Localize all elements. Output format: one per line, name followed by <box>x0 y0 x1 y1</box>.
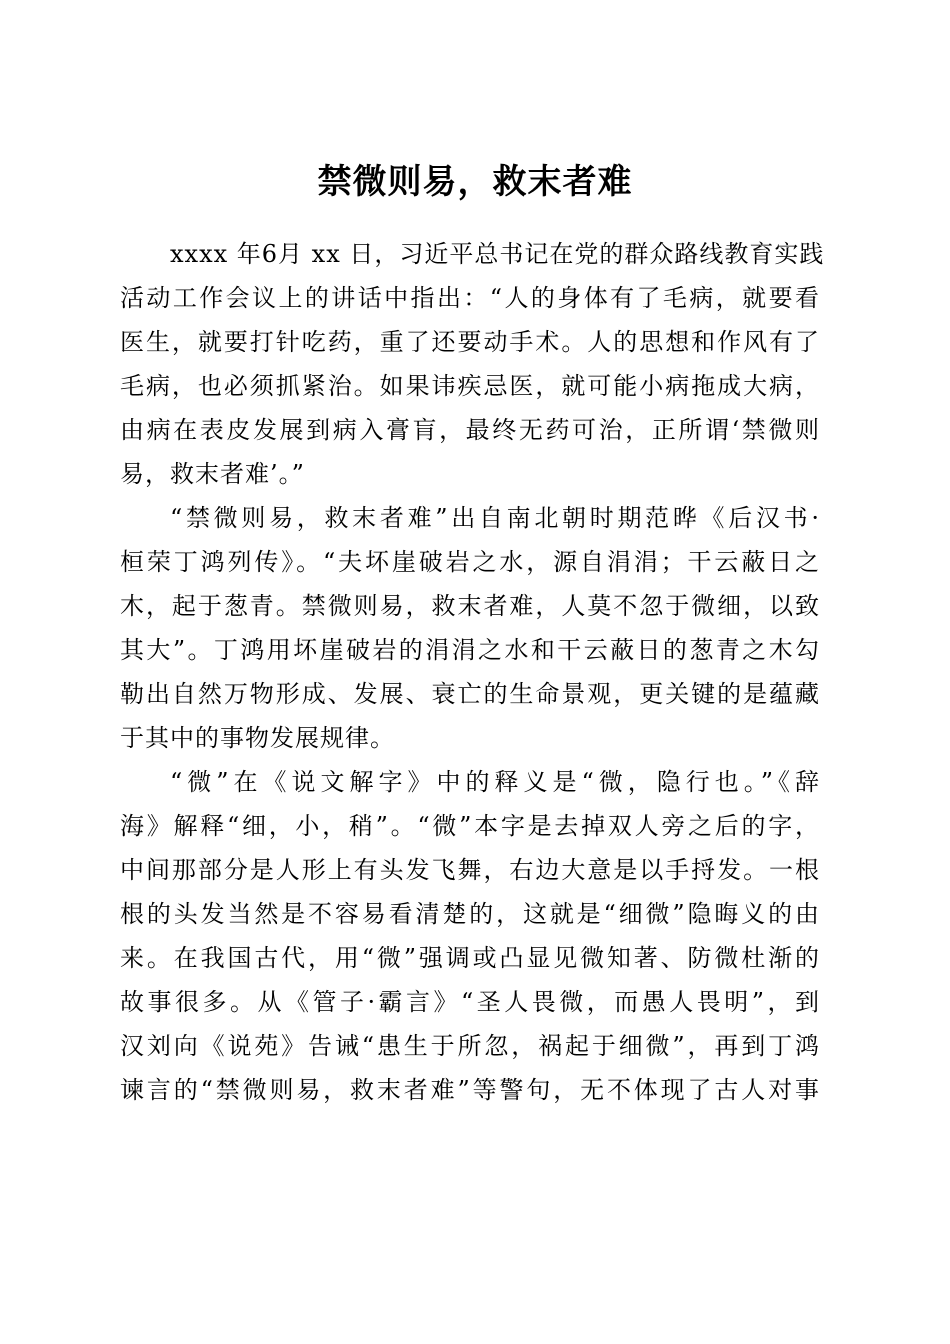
text-line: 桓荣丁鸿列传》。“夫坏崖破岩之水，源自涓涓；干云蔽日之 <box>120 548 820 576</box>
text-line: 勒出自然万物形成、发展、衰亡的生命景观，更关键的是蕴藏 <box>120 680 820 708</box>
text-line: “禁微则易，救末者难”出自南北朝时期范晔《后汉书· <box>170 504 820 532</box>
text-line: 来。在我国古代，用“微”强调或凸显见微知著、防微杜渐的 <box>120 944 820 972</box>
text-line: 汉刘向《说苑》告诫“患生于所忽，祸起于细微”，再到丁鸿 <box>120 1032 820 1060</box>
text-line: 毛病，也必须抓紧治。如果讳疾忌医，就可能小病拖成大病， <box>120 372 820 400</box>
text-line: “微”在《说文解字》中的释义是“微，隐行也。”《辞 <box>170 768 820 796</box>
page-title: 禁微则易，救末者难 <box>317 161 633 202</box>
text-line: 医生，就要打针吃药，重了还要动手术。人的思想和作风有了 <box>120 328 820 356</box>
text-line: 根的头发当然是不容易看清楚的，这就是“细微”隐晦义的由 <box>120 900 820 928</box>
text-line: 谏言的“禁微则易，救末者难”等警句，无不体现了古人对事 <box>120 1076 820 1104</box>
text-line: 海》解释“细，小，稍”。“微”本字是去掉双人旁之后的字， <box>120 812 820 840</box>
text-line: 于其中的事物发展规律。 <box>120 724 395 752</box>
paragraph-3 <box>120 760 820 1112</box>
text-line: 中间那部分是人形上有头发飞舞，右边大意是以手捋发。一根 <box>120 856 820 884</box>
paragraph-1 <box>120 232 825 496</box>
paragraph-2 <box>120 496 820 760</box>
text-line: xxxx 年6月 xx 日，习近平总书记在党的群众路线教育实践 <box>170 240 825 268</box>
text-line: 木，起于葱青。禁微则易，救末者难，人莫不忽于微细，以致 <box>120 592 820 620</box>
text-line: 故事很多。从《管子·霸言》“圣人畏微，而愚人畏明”，到 <box>120 988 820 1016</box>
document-body <box>120 232 825 1112</box>
text-line: 活动工作会议上的讲话中指出：“人的身体有了毛病，就要看 <box>120 284 820 312</box>
text-line: 易，救末者难’。” <box>120 460 305 488</box>
text-line: 由病在表皮发展到病入膏肓，最终无药可治，正所谓‘禁微则 <box>120 416 820 444</box>
text-line: 其大”。丁鸿用坏崖破岩的涓涓之水和干云蔽日的葱青之木勾 <box>120 636 820 664</box>
